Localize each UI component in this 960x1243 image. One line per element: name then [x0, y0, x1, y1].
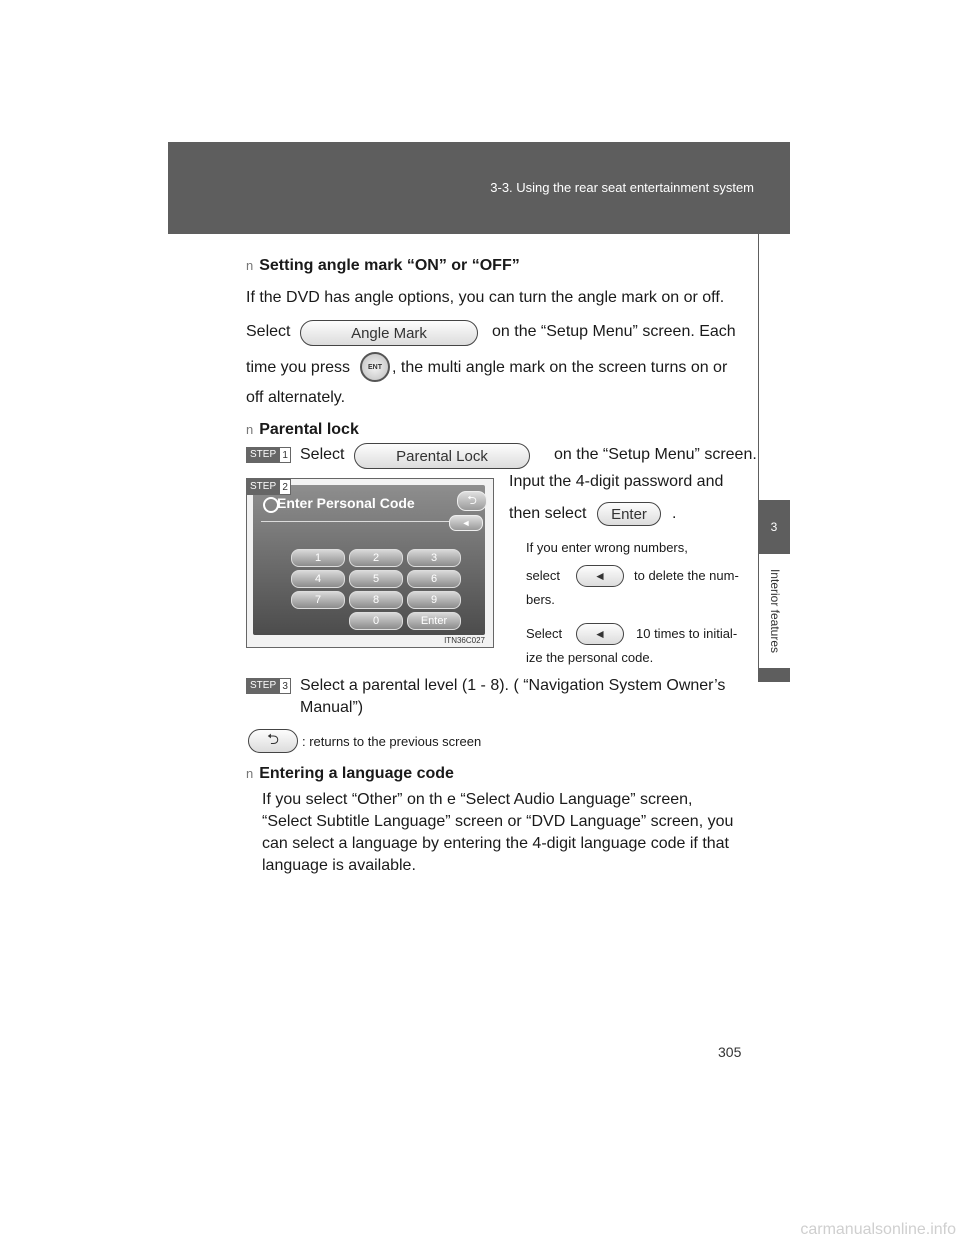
- angle-heading-text: Setting angle mark “ON” or “OFF”: [259, 257, 520, 274]
- step2-word: STEP: [246, 479, 280, 495]
- step2-line1: Input the 4-digit password and: [509, 473, 724, 490]
- key-0[interactable]: 0: [349, 612, 403, 630]
- screen-return-icon[interactable]: ⮌: [457, 491, 487, 511]
- screen-divider: [261, 521, 481, 522]
- note1-end: bers.: [526, 592, 555, 607]
- parental-heading-text: Parental lock: [259, 421, 359, 438]
- angle-press-end: off alternately.: [246, 389, 346, 406]
- language-line-4: language is available.: [262, 857, 416, 874]
- language-line-2: “Select Subtitle Language” screen or “DVD Language” screen, you: [262, 813, 734, 830]
- key-enter[interactable]: Enter: [407, 612, 461, 630]
- step2-line2-prefix: then select: [509, 505, 587, 522]
- delete-button-2[interactable]: ◄: [576, 623, 624, 645]
- screen-panel: [253, 485, 485, 635]
- section-title: 3-3. Using the rear seat entertainment system: [490, 180, 754, 195]
- return-icon: ⮌: [248, 729, 298, 753]
- note1-suffix: to delete the num-: [634, 568, 739, 583]
- return-note-text: : returns to the previous screen: [302, 734, 482, 749]
- step1-tag: [246, 447, 291, 463]
- angle-select-suffix: on the “Setup Menu” screen. Each: [492, 323, 736, 340]
- language-bullet: n: [246, 766, 254, 781]
- angle-press-prefix: time you press: [246, 359, 351, 376]
- step3-tag: [246, 678, 291, 694]
- chapter-tab-label-text: Interior features: [768, 568, 783, 654]
- key-7[interactable]: 7: [291, 591, 345, 609]
- personal-code-screen: [246, 478, 494, 648]
- watermark: carmanualsonline.info: [800, 1221, 956, 1238]
- angle-bullet: n: [246, 258, 254, 273]
- key-5[interactable]: 5: [349, 570, 403, 588]
- screen-delete-icon[interactable]: ◄: [449, 515, 483, 531]
- step3-word: STEP: [246, 678, 280, 694]
- note2-prefix: Select: [526, 626, 563, 641]
- screen-title: Enter Personal Code: [277, 495, 415, 511]
- parental-lock-button[interactable]: Parental Lock: [354, 443, 530, 469]
- angle-heading: [246, 256, 520, 276]
- figure-code: ITN36C027: [444, 636, 485, 645]
- key-6[interactable]: 6: [407, 570, 461, 588]
- key-9[interactable]: 9: [407, 591, 461, 609]
- step3-line2: Manual”): [300, 699, 364, 716]
- key-3[interactable]: 3: [407, 549, 461, 567]
- delete-button-1[interactable]: ◄: [576, 565, 624, 587]
- chapter-tab-end: [758, 668, 790, 682]
- language-heading-text: Entering a language code: [259, 765, 454, 782]
- step1-prefix: Select: [300, 446, 345, 463]
- step3-line1: Select a parental level (1 - 8). ( “Navigation System Owner’s: [300, 677, 726, 694]
- step1-word: STEP: [246, 447, 280, 463]
- key-2[interactable]: 2: [349, 549, 403, 567]
- chapter-tab-number: 3: [758, 500, 790, 554]
- enter-button[interactable]: Enter: [597, 502, 661, 526]
- page-number: 305: [718, 1044, 742, 1060]
- step2-line2-suffix: .: [672, 505, 677, 522]
- language-heading: [246, 764, 454, 784]
- step2-tag: [246, 479, 291, 495]
- step1-num: 1: [280, 447, 291, 463]
- note1-line1: If you enter wrong numbers,: [526, 540, 688, 555]
- note2-end: ize the personal code.: [526, 650, 654, 665]
- angle-press-suffix: , the multi angle mark on the screen turns on or: [392, 359, 728, 376]
- step1-suffix: on the “Setup Menu” screen.: [554, 446, 757, 463]
- angle-select-prefix: Select: [246, 323, 291, 340]
- angle-mark-button[interactable]: Angle Mark: [300, 320, 478, 346]
- note1-prefix: select: [526, 568, 560, 583]
- header-band: [168, 142, 790, 234]
- ent-button-icon: ENT: [360, 352, 390, 382]
- step3-num: 3: [280, 678, 291, 694]
- language-line-1: If you select “Other” on th e “Select Audio Language” screen,: [262, 791, 693, 808]
- note2-suffix: 10 times to initial-: [636, 626, 738, 641]
- chapter-tab-label: [758, 554, 791, 668]
- angle-intro: If the DVD has angle options, you can turn the angle mark on or off.: [246, 289, 725, 306]
- parental-bullet: n: [246, 422, 254, 437]
- parental-heading: [246, 420, 359, 440]
- side-rule: [758, 234, 759, 500]
- key-4[interactable]: 4: [291, 570, 345, 588]
- step2-num: 2: [280, 479, 291, 495]
- key-8[interactable]: 8: [349, 591, 403, 609]
- language-line-3: can select a language by entering the 4-digit language code if that: [262, 835, 729, 852]
- key-1[interactable]: 1: [291, 549, 345, 567]
